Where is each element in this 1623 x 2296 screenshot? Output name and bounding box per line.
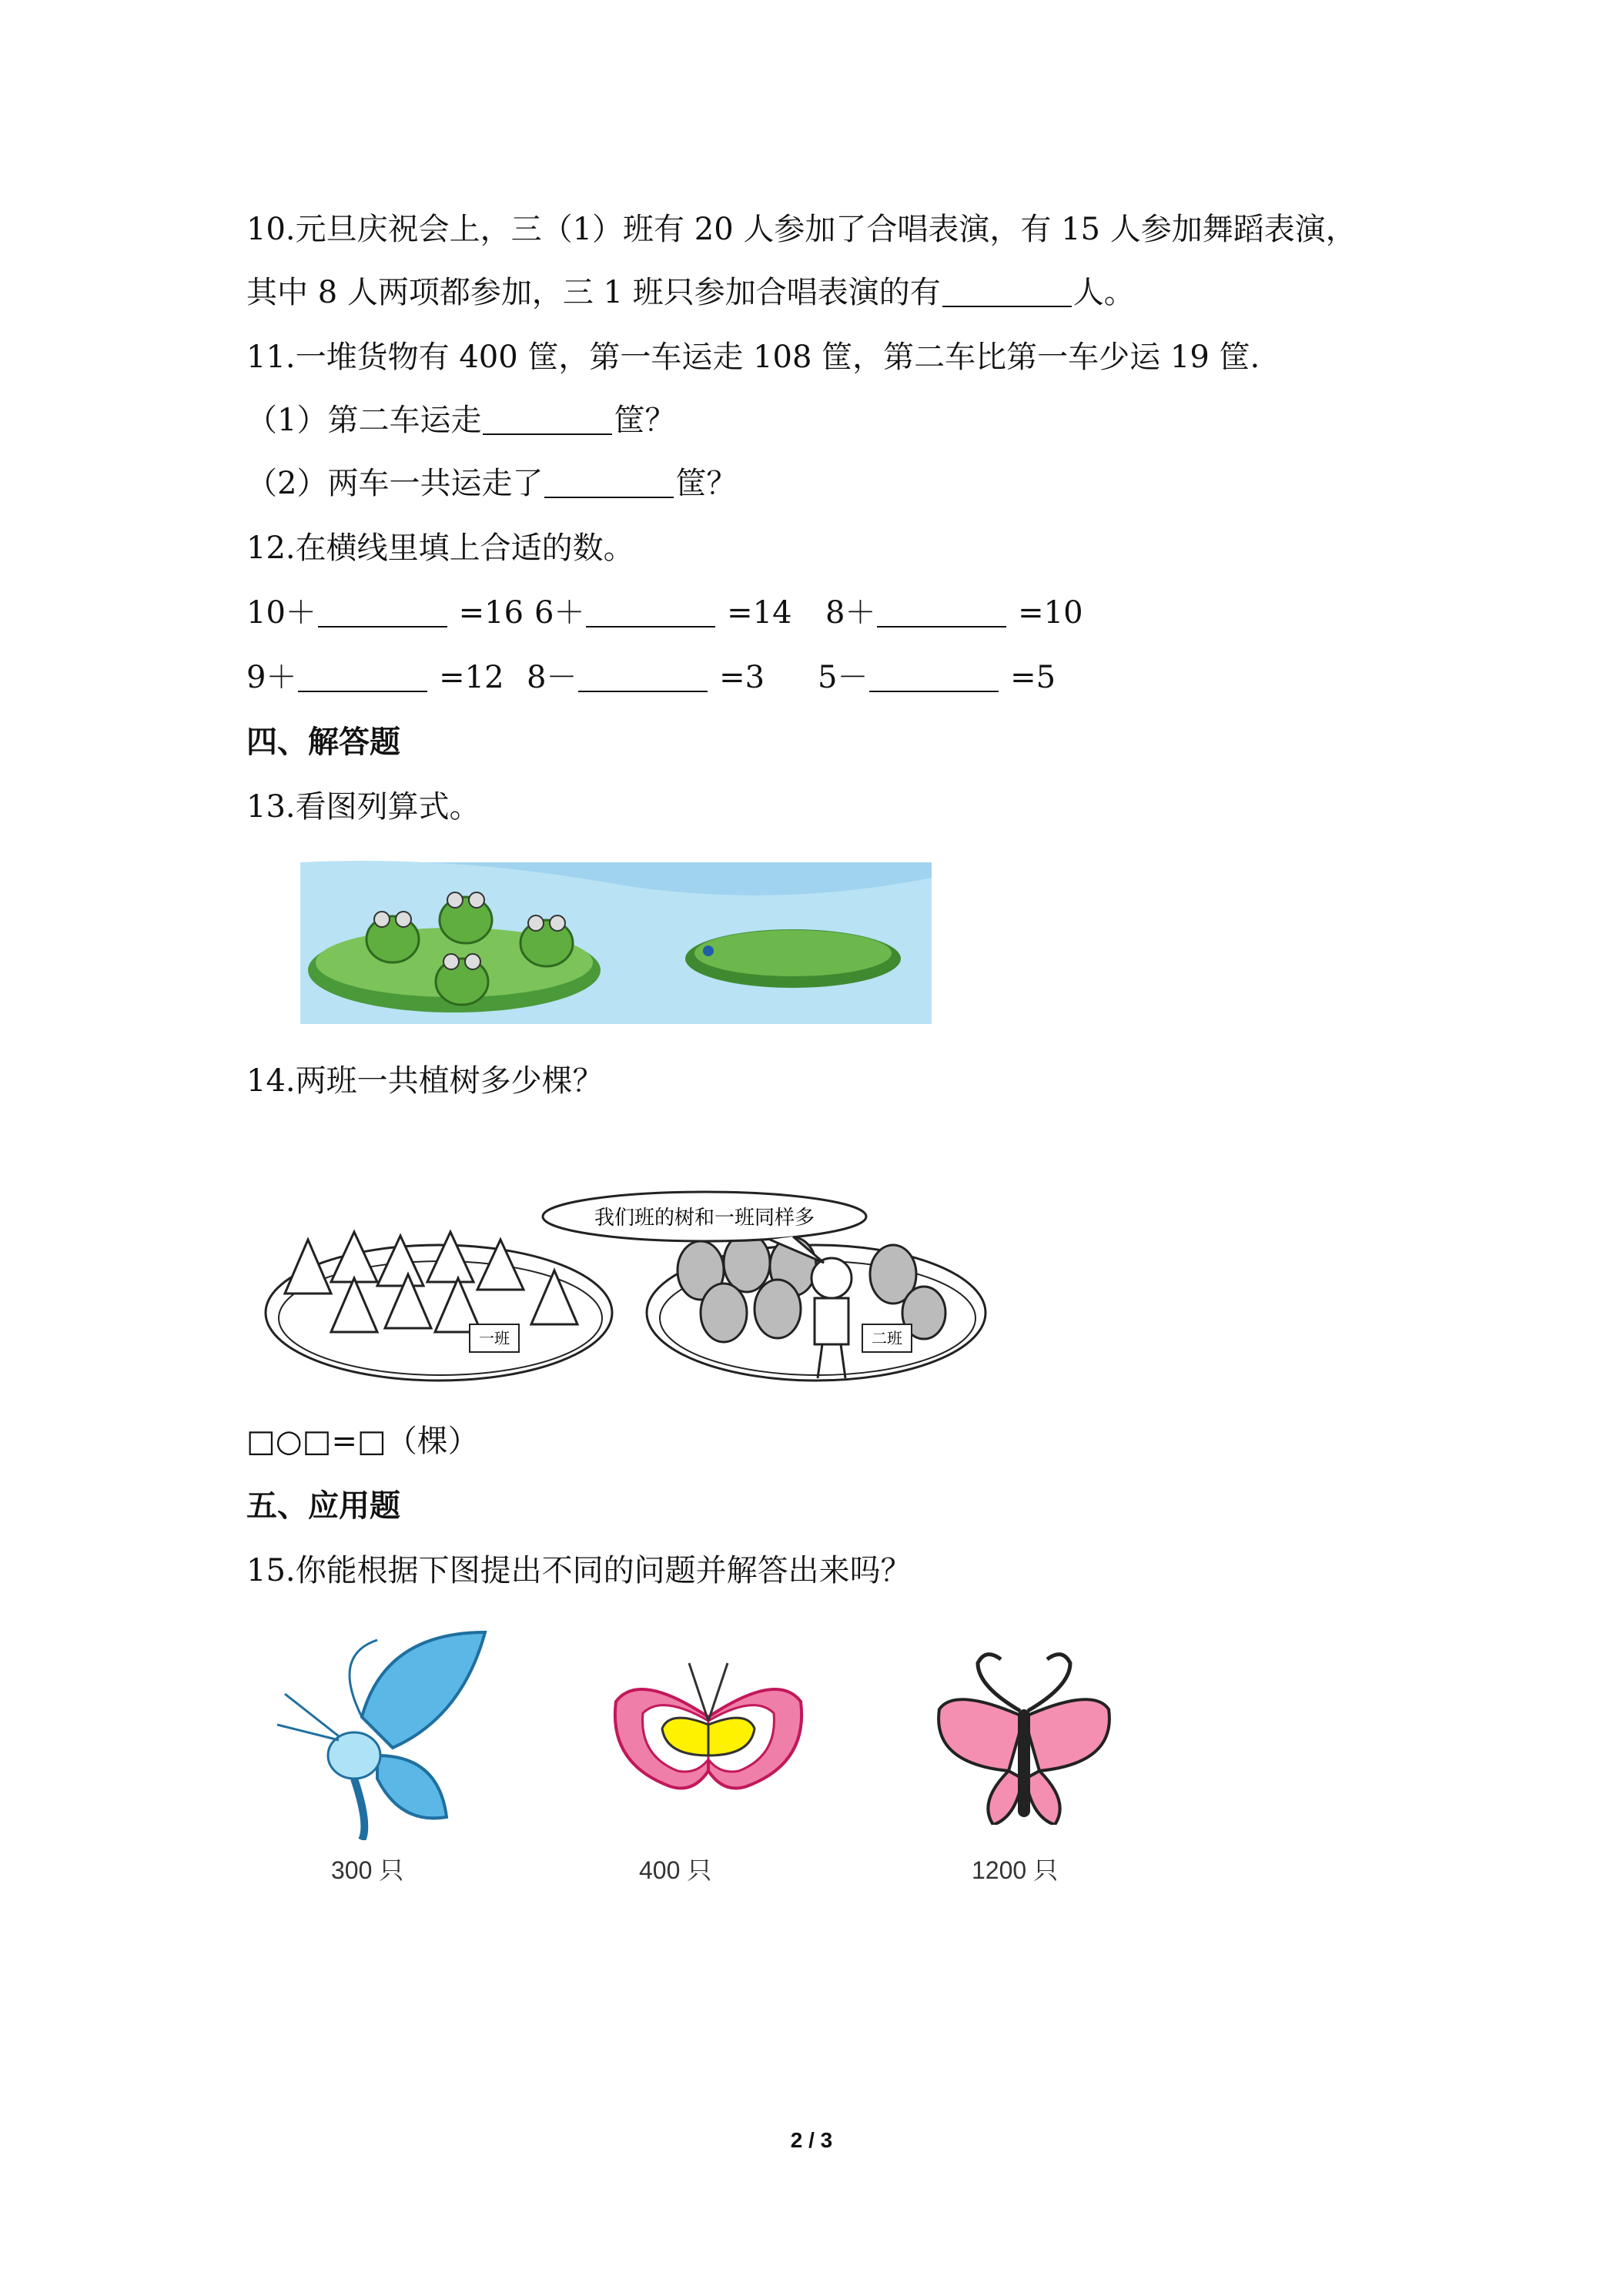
child-figure-icon bbox=[812, 1258, 852, 1378]
q12-eq-3-post: =10 bbox=[1008, 595, 1083, 631]
q12-eq-1 bbox=[246, 591, 524, 634]
butterfly-2-count: 400 只 bbox=[639, 1856, 712, 1884]
frog-pond-illustration bbox=[300, 855, 932, 1024]
q12-eq-2-pre: 6＋ bbox=[534, 595, 585, 631]
section-4-heading: 四、解答题 bbox=[246, 725, 400, 760]
q11-part1-blank[interactable] bbox=[483, 403, 612, 435]
q12-eq-4-pre: 9＋ bbox=[246, 660, 297, 695]
q14-stem: 14.两班一共植树多少棵？ bbox=[246, 1063, 604, 1099]
sign-class1-text: 一班 bbox=[479, 1329, 510, 1347]
q11-part1-text-a: （1）第二车运走 bbox=[246, 403, 482, 438]
q12-eq-6-pre: 5－ bbox=[818, 660, 868, 695]
q12-eq-5 bbox=[527, 656, 765, 699]
q14-formula: □○□=□（棵） bbox=[246, 1424, 479, 1459]
page-number: 2 / 3 bbox=[790, 2128, 833, 2152]
q12-eq-3-blank[interactable] bbox=[877, 595, 1006, 628]
section-5-heading: 五、应用题 bbox=[246, 1488, 400, 1524]
dot-icon bbox=[703, 946, 714, 956]
q12-eq-2 bbox=[534, 591, 792, 634]
q11-part2-text-b: 筐？ bbox=[675, 466, 738, 501]
frog-icon bbox=[366, 912, 419, 962]
q12-eq-3 bbox=[825, 591, 1083, 634]
q12-eq-4-post: =12 bbox=[429, 660, 504, 695]
pink-yellow-butterfly-icon bbox=[608, 1655, 808, 1825]
q12-eq-5-post: =3 bbox=[709, 660, 765, 695]
q10-text-a: 其中 8 人两项都参加，三 1 班只参加合唱表演的有 bbox=[246, 275, 941, 310]
q11-part2-blank[interactable] bbox=[544, 466, 674, 498]
blue-butterfly-icon bbox=[262, 1625, 493, 1840]
q12-stem: 12.在横线里填上合适的数。 bbox=[246, 530, 634, 566]
butterfly-1-count: 300 只 bbox=[331, 1856, 404, 1884]
pink-butterfly-icon bbox=[932, 1640, 1116, 1825]
q12-eq-2-post: =14 bbox=[717, 595, 792, 631]
frog-icon bbox=[520, 915, 573, 966]
q11-stem: 11.一堆货物有 400 筐，第一车运走 108 筐，第二车比第一车少运 19 筐. bbox=[246, 340, 1260, 375]
q12-eq-5-blank[interactable] bbox=[578, 660, 708, 692]
q10-line1: 10.元旦庆祝会上，三（1）班有 20 人参加了合唱表演，有 15 人参加舞蹈表演， bbox=[246, 212, 1357, 247]
frog-icon bbox=[436, 954, 488, 1005]
q12-eq-6-post: =5 bbox=[1000, 660, 1056, 695]
q12-eq-2-blank[interactable] bbox=[586, 595, 715, 628]
q11-part2-text-a: （2）两车一共运走了 bbox=[246, 466, 544, 501]
q15-stem: 15.你能根据下图提出不同的问题并解答出来吗？ bbox=[246, 1553, 912, 1588]
q13-stem: 13.看图列算式。 bbox=[246, 789, 480, 825]
q10-line2 bbox=[246, 271, 1135, 314]
q12-eq-1-blank[interactable] bbox=[318, 595, 447, 628]
pine-tree-group bbox=[285, 1232, 577, 1332]
q12-eq-3-pre: 8＋ bbox=[825, 595, 876, 631]
q12-eq-5-pre: 8－ bbox=[527, 660, 577, 695]
speech-bubble-text: 我们班的树和一班同样多 bbox=[594, 1207, 815, 1230]
q12-eq-1-post: =16 bbox=[448, 595, 524, 631]
q12-eq-1-pre: 10＋ bbox=[246, 595, 316, 631]
tree-planting-illustration bbox=[262, 1186, 993, 1401]
q10-answer-blank[interactable] bbox=[942, 275, 1072, 307]
q12-eq-4-blank[interactable] bbox=[298, 660, 427, 692]
q11-part1-text-b: 筐？ bbox=[614, 403, 676, 438]
q11-part2 bbox=[246, 462, 737, 505]
q10-text-b: 人。 bbox=[1073, 275, 1135, 310]
q11-part1 bbox=[246, 399, 675, 442]
q12-eq-4 bbox=[246, 656, 504, 699]
sign-class2-text: 二班 bbox=[872, 1329, 902, 1347]
butterfly-3-count: 1200 只 bbox=[972, 1856, 1059, 1884]
q12-eq-6 bbox=[818, 656, 1056, 699]
q12-eq-6-blank[interactable] bbox=[869, 660, 999, 692]
frog-icon bbox=[440, 892, 492, 943]
